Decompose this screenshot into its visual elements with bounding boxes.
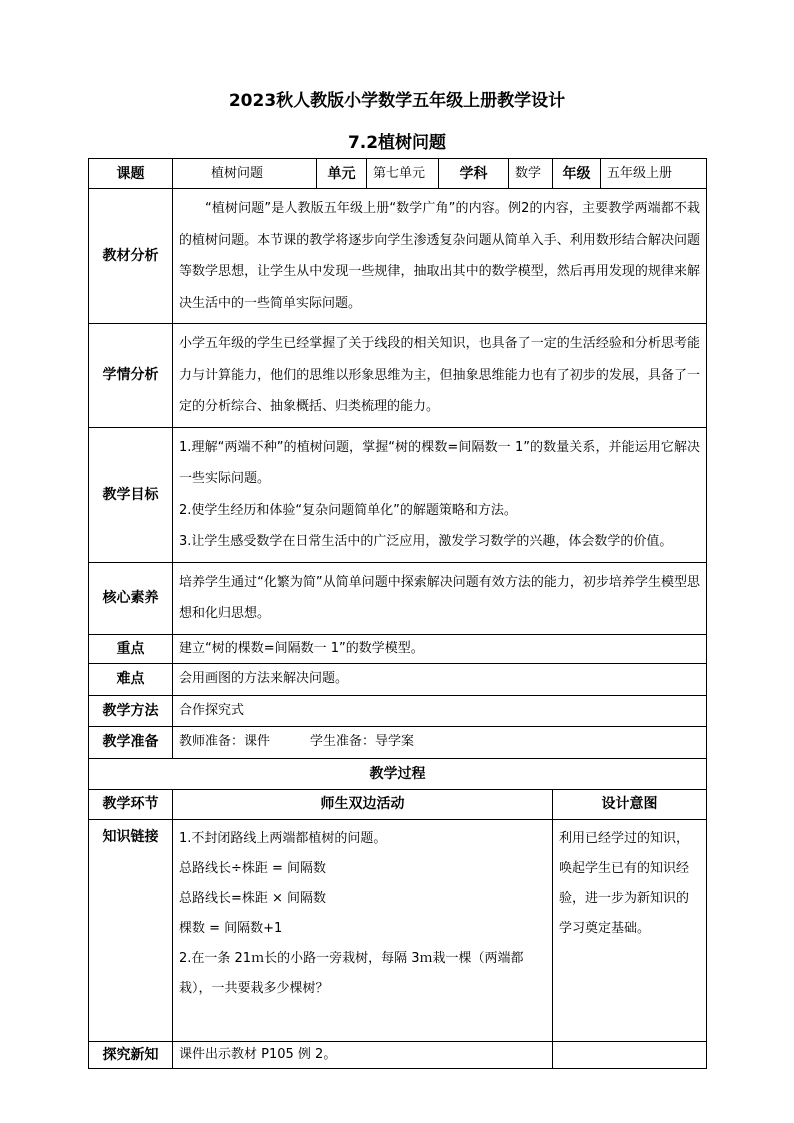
explore-label: 探究新知 — [89, 1041, 173, 1068]
goals-label: 教学目标 — [89, 427, 173, 562]
material-cell — [173, 189, 707, 324]
link-label: 知识链接 — [89, 819, 173, 1041]
method-row — [89, 695, 707, 726]
method-text: 合作探究式 — [173, 695, 707, 726]
link-line: 总路线长÷株距 = 间隔数 — [179, 860, 327, 876]
unit-value: 第七单元 — [367, 159, 439, 189]
process-col-activity: 师生双边活动 — [173, 789, 553, 819]
key-label: 重点 — [89, 634, 173, 663]
grade-value: 五年级上册 — [601, 159, 707, 189]
literacy-row — [89, 562, 707, 634]
topic-value: 植树问题 — [173, 159, 317, 189]
key-text: 建立“树的棵数=间隔数一 1”的数学模型。 — [173, 634, 707, 663]
topic-label: 课题 — [89, 159, 173, 189]
prep-teacher: 教师准备：课件 — [179, 734, 271, 749]
link-line: 棵数 = 间隔数+1 — [179, 920, 283, 936]
literacy-text: 培养学生通过“化繁为简”从简单问题中探索解决问题有效方法的能力，初步培养学生模型思想和化归思想。 — [179, 574, 701, 621]
header-row — [89, 159, 707, 189]
link-row — [89, 819, 707, 1041]
difficulty-text: 会用画图的方法来解决问题。 — [173, 663, 707, 695]
goal-item: 3.让学生感受数学在日常生活中的广泛应用，激发学习数学的兴趣，体会数学的价值。 — [179, 534, 673, 549]
prep-cell — [173, 726, 707, 758]
document-title: 2023秋人教版小学数学五年级上册教学设计 — [228, 91, 566, 111]
explore-text: 课件出示教材 P105 例 2。 — [173, 1041, 553, 1068]
literacy-label: 核心素养 — [89, 562, 173, 634]
goals-cell — [173, 427, 707, 562]
link-intent: 利用已经学过的知识，唤起学生已有的知识经验，进一步为新知识的学习奠定基础。 — [559, 830, 690, 936]
key-row — [89, 634, 707, 663]
process-col-intent: 设计意图 — [553, 789, 707, 819]
subject-value: 数学 — [509, 159, 553, 189]
link-line: 总路线长=株距 × 间隔数 — [179, 890, 327, 906]
students-cell — [173, 324, 707, 428]
goal-item: 1.理解“两端不种”的植树问题，掌握“树的棵数=间隔数一 1”的数量关系，并能运用它解决一些实际问题。 — [179, 439, 701, 486]
lesson-subtitle: 7.2植树问题 — [347, 133, 447, 153]
material-row — [89, 189, 707, 324]
prep-student: 学生准备：导学案 — [310, 734, 415, 749]
method-label: 教学方法 — [89, 695, 173, 726]
literacy-cell — [173, 562, 707, 634]
material-label: 教材分析 — [89, 189, 173, 324]
unit-label: 单元 — [317, 159, 367, 189]
goal-item: 2.使学生经历和体验“复杂问题简单化”的解题策略和方法。 — [179, 502, 517, 518]
link-line: 1.不封闭路线上两端都植树的问题。 — [179, 830, 387, 846]
students-row — [89, 324, 707, 428]
process-title-row — [89, 758, 707, 789]
difficulty-label: 难点 — [89, 663, 173, 695]
process-col-stage: 教学环节 — [89, 789, 173, 819]
process-title: 教学过程 — [89, 758, 707, 789]
students-label: 学情分析 — [89, 324, 173, 428]
process-header-row — [89, 789, 707, 819]
lesson-plan-table — [88, 158, 707, 1069]
link-activity-cell — [173, 819, 553, 1041]
prep-label: 教学准备 — [89, 726, 173, 758]
difficulty-row — [89, 663, 707, 695]
goals-row — [89, 427, 707, 562]
grade-label: 年级 — [553, 159, 601, 189]
explore-row — [89, 1041, 707, 1068]
students-text: 小学五年级的学生已经掌握了关于线段的相关知识，也具备了一定的生活经验和分析思考能力与计算能力，他们的思维以形象思维为主，但抽象思维能力也有了初步的发展，具备了一定的分析综合、抽象概括、归类梳理的能力。 — [179, 336, 701, 414]
link-intent-cell — [553, 819, 707, 1041]
prep-row — [89, 726, 707, 758]
explore-intent-cell — [553, 1041, 707, 1068]
subject-label: 学科 — [439, 159, 509, 189]
link-line: 2.在一条 21ｍ长的小路一旁栽树，每隔 3ｍ栽一棵（两端都栽），一共要栽多少棵树？ — [179, 950, 524, 996]
material-text: “植树问题”是人教版五年级上册“数学广角”的内容。例2的内容，主要教学两端都不栽的植树问题。本节课的教学将逐步向学生渗透复杂问题从简单入手、利用数形结合解决问题等数学思想，让学生从中发现一些规律，抽取出其中的数学模型，然后再用发现的规律来解决生活中的一些简单实际问题。 — [179, 201, 701, 311]
